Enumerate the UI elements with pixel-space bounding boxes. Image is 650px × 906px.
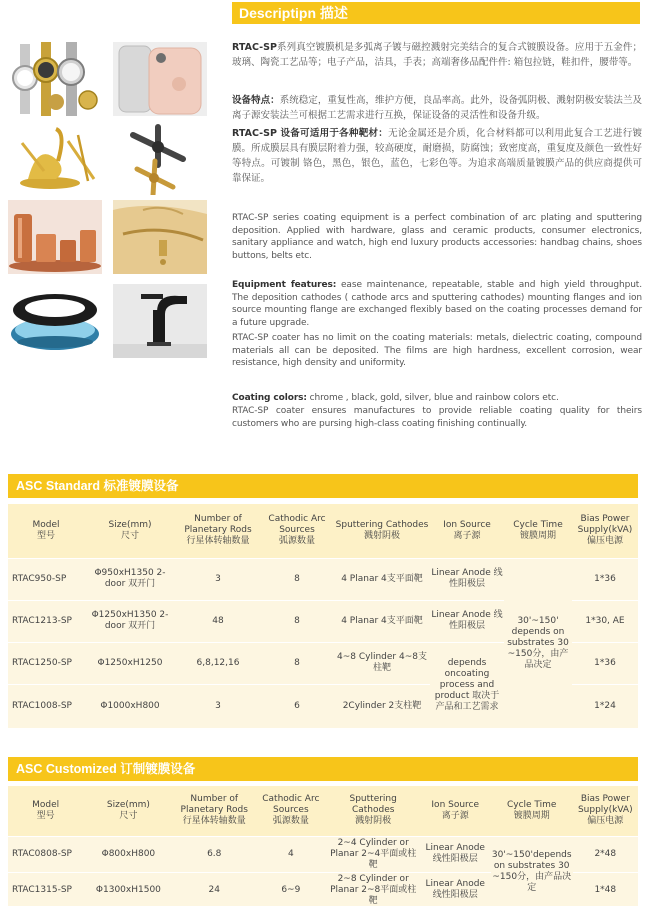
photo-watches (8, 42, 102, 116)
description-en-features-label: Equipment features: (232, 280, 337, 290)
header-arc: Cathodic Arc Sources 弧源数量 (255, 786, 327, 836)
cell-size: Φ950xH1350 2-door 双开门 (84, 558, 176, 600)
header-model: Model 型号 (8, 786, 83, 836)
header-bias: Bias Power Supply(kVA) 偏压电源 (573, 786, 638, 836)
cell-bias: 1*36 (572, 558, 638, 600)
header-size: Size(mm) 尺寸 (83, 786, 173, 836)
description-cn-features (232, 93, 642, 123)
standard-title-en: ASC Standard (16, 479, 101, 493)
cell-arc: 4 (255, 836, 327, 872)
cell-cycle: 30'~150' depends on substrates 30 ~150分，由产品决定 (504, 558, 572, 728)
cell-cycle: 30'~150'depends on substrates 30 ~150分，由产品决定 (491, 836, 573, 906)
cell-model: RTAC1250-SP (8, 642, 84, 684)
description-en-features-text: ease maintenance, repeatable, stable and high yield throughput. The deposition cathodes ( cathode arcs and sputtering cathodes) mounting flanges and ion source mounting flange are exchanged flexibly based on the coating processes demand for a future upgrade. (232, 280, 642, 328)
table-row (8, 558, 638, 600)
header-ion: Ion Source 离子源 (430, 504, 504, 558)
header-bias: Bias Power Supply(kVA) 偏压电源 (572, 504, 638, 558)
table-row (8, 836, 638, 872)
cell-rods: 6.8 (174, 836, 255, 872)
photo-handbag (113, 200, 207, 274)
header-rods: Number of Planetary Rods 行星体转轴数量 (176, 504, 260, 558)
description-cn-intro-text: 系列真空镀膜机是多弧离子镀与磁控溅射完美结合的复合式镀膜设备。应用于五金件；玻璃、陶瓷工艺品等；电子产品，洁具，手表；高端奢侈品配件件: 箱包拉链，鞋扣件，腰带等。 (232, 42, 642, 68)
header-rods: Number of Planetary Rods 行星体转轴数量 (174, 786, 255, 836)
cell-sputter: 2~4 Cylinder or Planar 2~4平面或柱靶 (327, 836, 420, 872)
description-en-colors-label: Coating colors: (232, 393, 307, 403)
cell-bias: 1*24 (572, 684, 638, 728)
cell-size: Φ1300xH1500 (83, 872, 173, 906)
cell-arc: 8 (260, 600, 334, 642)
cell-rods: 3 (176, 684, 260, 728)
cell-size: Φ1000xH800 (84, 684, 176, 728)
description-cn-intro-model: RTAC-SP (232, 42, 277, 53)
description-cn-materials-text: 无论金属还是介质，化合材料都可以利用此复合工艺进行镀膜。所成膜层具有膜层附着力强，较高硬度，耐磨损，防腐蚀；致密度高，重复度及颜色一致性好等特点。可镀制 铬色，黑色，银色，蓝色，七彩色等。为追求高端质量镀膜产品的供应商提供可靠保证。 (232, 128, 642, 184)
photo-copper-tableware (8, 200, 102, 274)
cell-model: RTAC0808-SP (8, 836, 83, 872)
cell-sputter: 2Cylinder 2支柱靶 (334, 684, 430, 728)
photo-smartphone (113, 42, 207, 116)
cell-size: Φ800xH800 (83, 836, 173, 872)
cell-model: RTAC1315-SP (8, 872, 83, 906)
description-cn-materials (232, 126, 642, 186)
cell-sputter: 4 Planar 4支平面靶 (334, 558, 430, 600)
description-en-quality (232, 405, 642, 430)
standard-table (8, 504, 638, 728)
standard-section-header (8, 474, 638, 498)
description-cn-features-label: 设备特点： (232, 95, 280, 106)
description-cn-materials-label: RTAC-SP 设备可适用于各种靶材： (232, 128, 389, 139)
description-header-cn: 描述 (319, 5, 348, 21)
description-en-intro (232, 212, 642, 262)
custom-title-cn: 订制镀膜设备 (120, 762, 196, 776)
description-en-materials-text: coater has no limit on the coating materials: metals, dielectric coating, compound materials all can be deposited. The films are high hardness, excellent corrosion, wear resistance, high density and uniformity. (232, 333, 642, 368)
custom-title-en: ASC Customized (16, 762, 117, 776)
photo-swan-spoon-holder (8, 121, 102, 195)
description-en-features (232, 279, 642, 329)
cell-size: Φ1250xH1250 (84, 642, 176, 684)
description-en-quality-text: coater ensures manufactures to provide reliable coating quality for theirs customers who are pursing high-class coating finishing continually. (232, 406, 642, 429)
cell-ion: Linear Anode 线性阳极层 (430, 558, 504, 600)
description-en-materials-model: RTAC-SP (232, 333, 269, 343)
description-en-intro-text: series coating equipment is a perfect combination of arc plating and sputtering deposition. Applied with hardware, glass and ceramic products, consumer electronics, sanitary appliance and watch, high end luxury products accessories: handbag chains, shoes buttons, belts etc. (232, 213, 642, 261)
description-header (232, 2, 640, 24)
description-en-quality-model: RTAC-SP (232, 406, 269, 416)
cell-sputter: 4 Planar 4支平面靶 (334, 600, 430, 642)
header-cycle: Cycle Time 镀膜周期 (491, 786, 573, 836)
cell-arc: 6~9 (255, 872, 327, 906)
cell-bias: 1*30, AE (572, 600, 638, 642)
cell-sputter: 2~8 Cylinder or Planar 2~8平面或柱靶 (327, 872, 420, 906)
description-en-intro-model: RTAC-SP (232, 213, 269, 223)
header-arc: Cathodic Arc Sources 弧源数量 (260, 504, 334, 558)
header-sputter: Sputtering Cathodes 溅射阴极 (327, 786, 420, 836)
header-model: Model 型号 (8, 504, 84, 558)
cell-ion: depends oncoating process and product 取决于产品和工艺需求 (430, 642, 504, 728)
cell-rods: 3 (176, 558, 260, 600)
description-en-materials (232, 332, 642, 370)
cell-arc: 8 (260, 642, 334, 684)
cell-rods: 24 (174, 872, 255, 906)
cell-rods: 6,8,12,16 (176, 642, 260, 684)
cell-arc: 6 (260, 684, 334, 728)
header-cycle: Cycle Time 镀膜周期 (504, 504, 572, 558)
cell-model: RTAC950-SP (8, 558, 84, 600)
custom-table (8, 786, 638, 906)
standard-header-row (8, 504, 638, 558)
cell-bias: 2*48 (573, 836, 638, 872)
cell-size: Φ1250xH1350 2-door 双开门 (84, 600, 176, 642)
cell-bias: 1*36 (572, 642, 638, 684)
photo-faucet (113, 284, 207, 358)
photo-ceramic-rings (8, 284, 102, 358)
header-ion: Ion Source 离子源 (420, 786, 491, 836)
description-cn-intro (232, 40, 642, 70)
cell-ion: Linear Anode 线性阳极层 (420, 872, 491, 906)
header-size: Size(mm) 尺寸 (84, 504, 176, 558)
cell-ion: Linear Anode 线性阳极层 (420, 836, 491, 872)
description-cn-features-text: 系统稳定，重复性高，维护方便，良品率高。此外，设备弧阴极、溅射阴极安装法兰及离子源安装法兰可根据工艺需求进行互换，保证设备的灵活性和设备升级。 (232, 95, 642, 121)
cell-ion: Linear Anode 线性阳极层 (430, 600, 504, 642)
cell-model: RTAC1213-SP (8, 600, 84, 642)
standard-title-cn: 标准镀膜设备 (103, 479, 179, 493)
header-sputter: Sputtering Cathodes 溅射阴极 (334, 504, 430, 558)
photo-faucet-handles (113, 121, 207, 195)
custom-header-row (8, 786, 638, 836)
cell-sputter: 4~8 Cylinder 4~8支柱靶 (334, 642, 430, 684)
cell-rods: 48 (176, 600, 260, 642)
description-en-colors-text: chrome , black, gold, silver, blue and rainbow colors etc. (306, 393, 559, 403)
custom-section-header (8, 757, 638, 781)
cell-bias: 1*48 (573, 872, 638, 906)
cell-model: RTAC1008-SP (8, 684, 84, 728)
description-en-colors (232, 392, 642, 405)
cell-arc: 8 (260, 558, 334, 600)
description-header-en: Descriptipn (239, 5, 317, 21)
